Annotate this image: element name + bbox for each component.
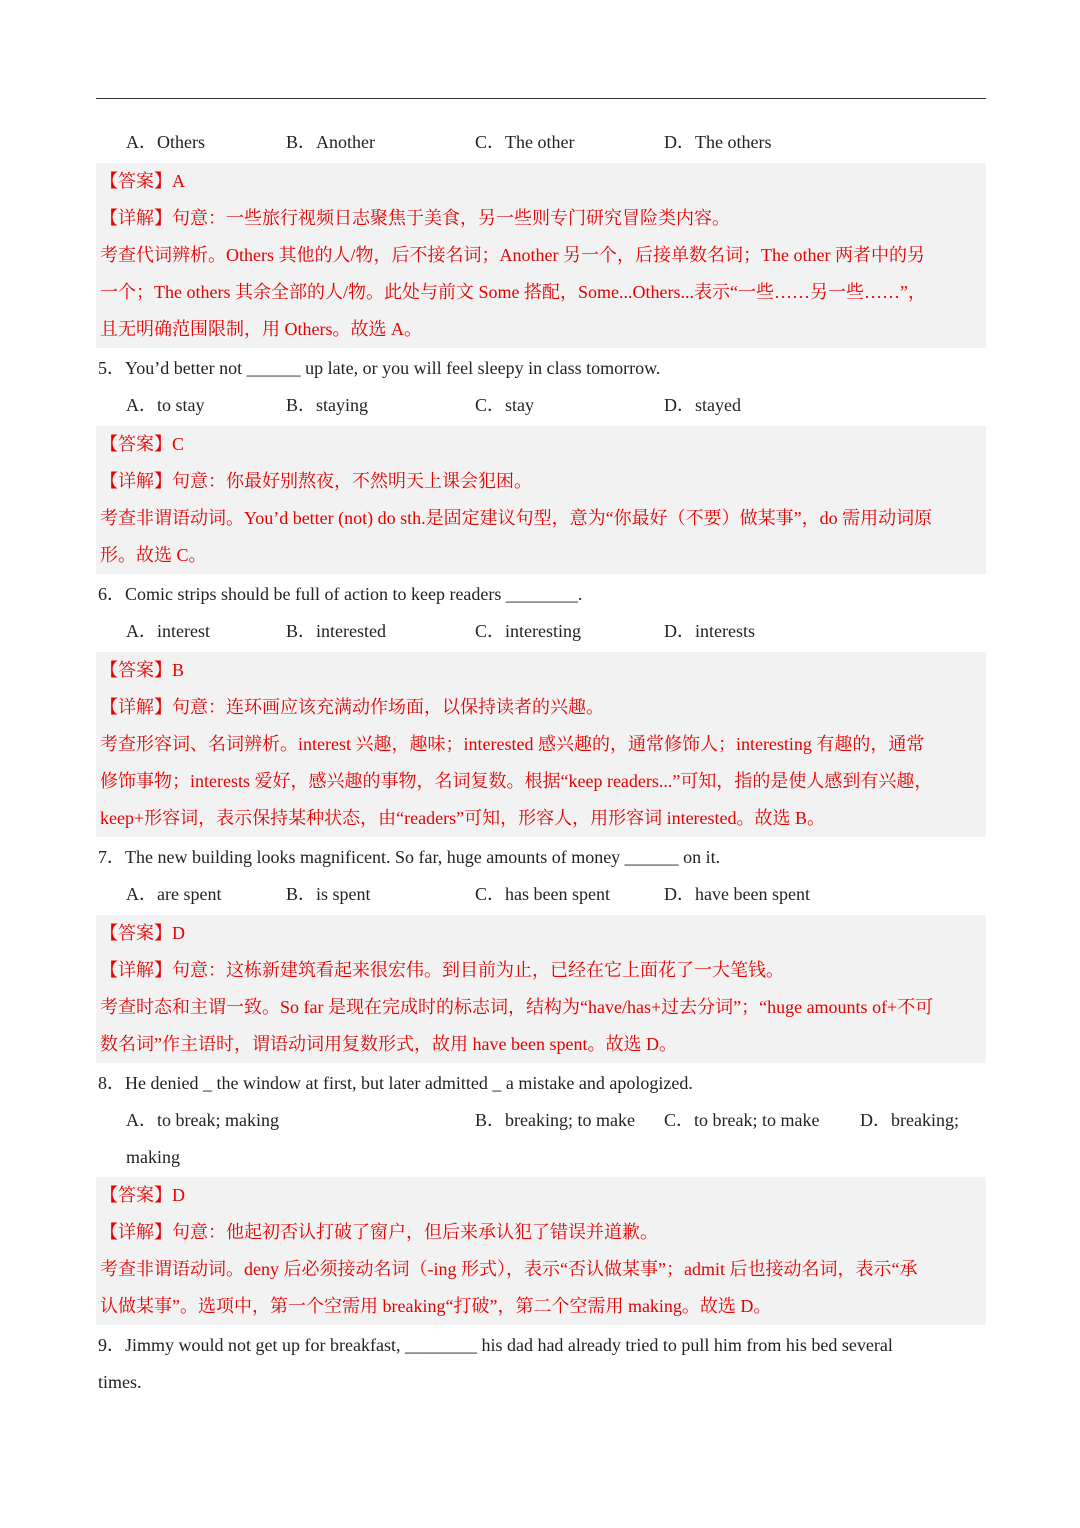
q6-answer-box bbox=[96, 652, 986, 837]
q7-detail-3: 数名词”作主语时，谓语动词用复数形式，故用 have been spent。故选 D。 bbox=[100, 1034, 677, 1054]
q4-detail-2: 考查代词辨析。Others 其他的人/物，后不接名词；Another 另一个，后接单数名词；The other 两者中的另 bbox=[100, 245, 925, 265]
q6-detail-3: 修饰事物；interests 爱好，感兴趣的事物，名词复数。根据“keep readers...”可知，指的是使人感到有兴趣， bbox=[100, 771, 933, 791]
q5-detail-3: 形。故选 C。 bbox=[100, 545, 207, 565]
q5-detail-2: 考查非谓语动词。You’d better (not) do sth.是固定建议句型，意为“你最好（不要）做某事”，do 需用动词原 bbox=[100, 508, 933, 528]
q7-stem: 7．The new building looks magnificent. So far, huge amounts of money ______ on it. bbox=[98, 847, 721, 867]
q6-detail-4: keep+形容词，表示保持某种状态，由“readers”可知，形容人，用形容词 interested。故选 B。 bbox=[100, 808, 826, 828]
q6-option-a: A．interest bbox=[126, 621, 210, 641]
q5-option-a: A．to stay bbox=[126, 395, 205, 415]
q8-option-c: C．to break; to make bbox=[664, 1110, 820, 1130]
q7-options bbox=[96, 876, 986, 913]
q4-answer-box bbox=[96, 163, 986, 348]
q9-stem: 9．Jimmy would not get up for breakfast, ________ his dad had already tried to pull him from his bed several bbox=[98, 1335, 893, 1355]
q7-answer: 【答案】D bbox=[100, 923, 185, 943]
q5-option-d: D．stayed bbox=[664, 395, 741, 415]
q5-option-c: C．stay bbox=[475, 395, 535, 415]
q7-answer-box bbox=[96, 915, 986, 1063]
q4-option-a: A．Others bbox=[126, 132, 205, 152]
q8-detail-1: 【详解】句意：他起初否认打破了窗户，但后来承认犯了错误并道歉。 bbox=[100, 1222, 658, 1242]
q8-option-wrap: making bbox=[126, 1147, 180, 1167]
q5-answer: 【答案】C bbox=[100, 434, 185, 454]
q6-answer: 【答案】B bbox=[100, 660, 185, 680]
q7-detail-1: 【详解】句意：这栋新建筑看起来很宏伟。到目前为止，已经在它上面花了一大笔钱。 bbox=[100, 960, 784, 980]
q4-detail-1: 【详解】句意：一些旅行视频日志聚焦于美食，另一些则专门研究冒险类内容。 bbox=[100, 208, 730, 228]
q6-option-d: D．interests bbox=[664, 621, 755, 641]
q8-answer-box bbox=[96, 1177, 986, 1325]
q8-stem: 8．He denied _ the window at first, but later admitted _ a mistake and apologized. bbox=[98, 1073, 693, 1093]
q4-detail-4: 且无明确范围限制，用 Others。故选 A。 bbox=[100, 319, 422, 339]
content-area bbox=[96, 124, 986, 1401]
q8-detail-3: 认做某事”。选项中，第一个空需用 breaking“打破”，第二个空需用 making。故选 D。 bbox=[100, 1296, 772, 1316]
q7-option-c: C．has been spent bbox=[475, 884, 610, 904]
q4-answer: 【答案】A bbox=[100, 171, 185, 191]
q7-detail-2: 考查时态和主谓一致。So far 是现在完成时的标志词，结构为“have/has+过去分词”；“huge amounts of+不可 bbox=[100, 997, 934, 1017]
q6-detail-2: 考查形容词、名词辨析。interest 兴趣，趣味；interested 感兴趣的，通常修饰人；interesting 有趣的，通常 bbox=[100, 734, 925, 754]
q5-answer-box bbox=[96, 426, 986, 574]
q8-option-b: B．breaking; to make bbox=[475, 1110, 635, 1130]
q7-option-a: A．are spent bbox=[126, 884, 222, 904]
q4-option-d: D．The others bbox=[664, 132, 772, 152]
q6-options bbox=[96, 613, 986, 650]
q5-stem: 5．You’d better not ______ up late, or you will feel sleepy in class tomorrow. bbox=[98, 358, 661, 378]
q4-option-b: B．Another bbox=[286, 132, 375, 152]
q5-detail-1: 【详解】句意：你最好别熬夜，不然明天上课会犯困。 bbox=[100, 471, 532, 491]
q9-stem-wrap: times. bbox=[98, 1372, 142, 1392]
q8-options bbox=[96, 1102, 986, 1139]
q4-detail-3: 一个；The others 其余全部的人/物。此处与前文 Some 搭配，Some...Others...表示“一些……另一些……”， bbox=[100, 282, 926, 302]
q4-options bbox=[96, 124, 986, 161]
header-rule bbox=[96, 98, 986, 99]
q7-option-d: D．have been spent bbox=[664, 884, 810, 904]
q8-option-d: D．breaking; bbox=[860, 1110, 959, 1130]
q5-option-b: B．staying bbox=[286, 395, 369, 415]
q7-option-b: B．is spent bbox=[286, 884, 371, 904]
q8-detail-2: 考查非谓语动词。deny 后必须接动名词（-ing 形式），表示“否认做某事”；admit 后也接动名词，表示“承 bbox=[100, 1259, 918, 1279]
q5-options bbox=[96, 387, 986, 424]
q6-option-c: C．interesting bbox=[475, 621, 581, 641]
q6-detail-1: 【详解】句意：连环画应该充满动作场面，以保持读者的兴趣。 bbox=[100, 697, 604, 717]
q6-stem: 6．Comic strips should be full of action to keep readers ________. bbox=[98, 584, 583, 604]
q8-option-a: A．to break; making bbox=[126, 1110, 279, 1130]
q4-option-c: C．The other bbox=[475, 132, 575, 152]
q8-answer: 【答案】D bbox=[100, 1185, 185, 1205]
q6-option-b: B．interested bbox=[286, 621, 386, 641]
